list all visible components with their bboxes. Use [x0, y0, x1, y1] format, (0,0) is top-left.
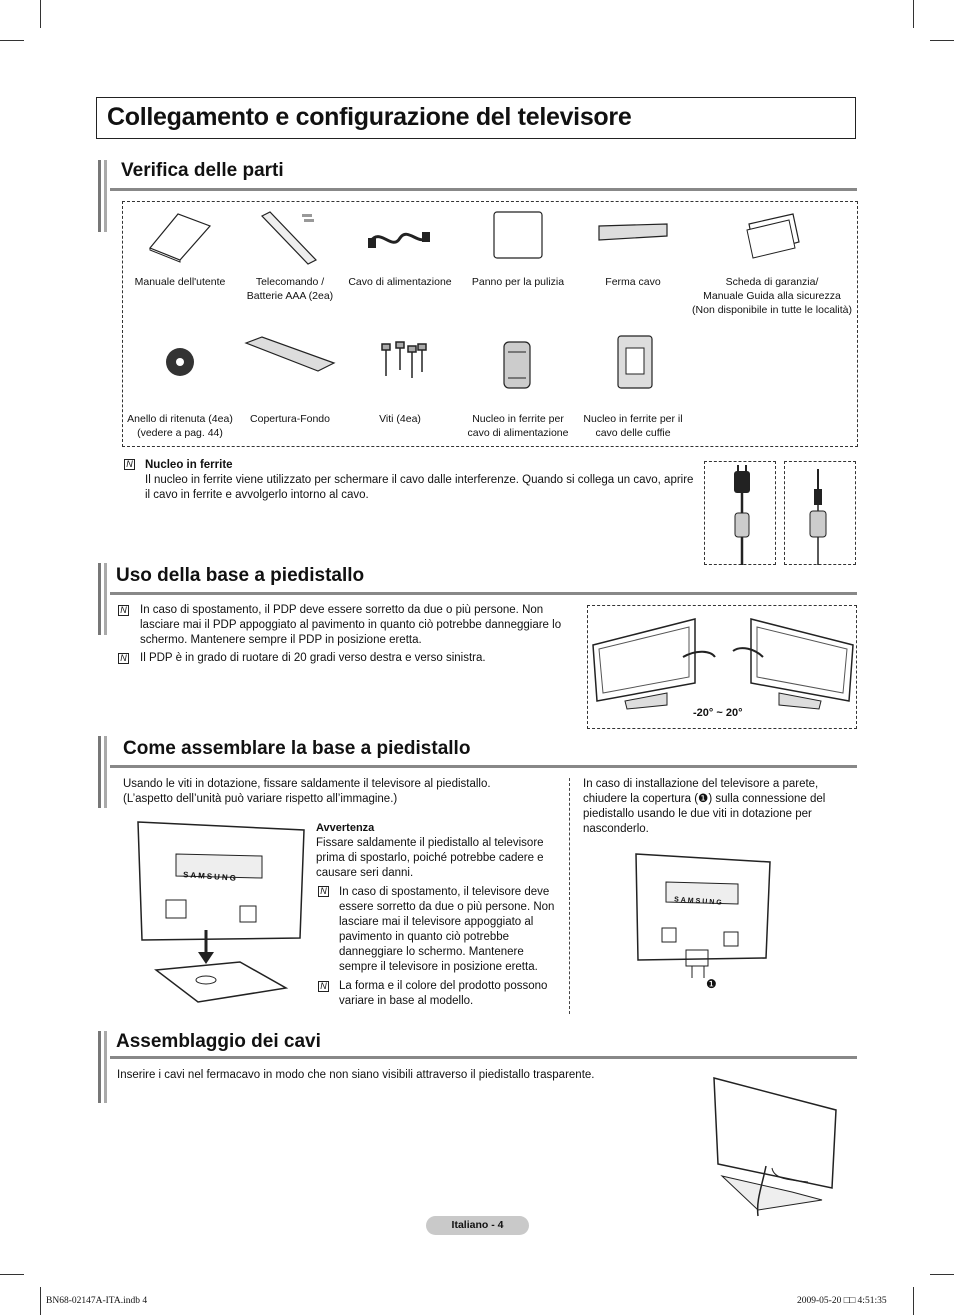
section-bar	[98, 563, 101, 635]
crop-mark	[0, 1274, 24, 1275]
section-title-parts: Verifica delle parti	[121, 160, 284, 181]
assemble-note-1: In caso di spostamento, il televisore deve essere sorretto da due o più persone. Non lasciare mai il televisore appoggiato al pavimento in quanto ciò potrebbe danneggiare lo schermo. Mantenere sempre il televisore in posizione eretta.	[339, 886, 555, 973]
part-label: Manuale dell'utente	[134, 276, 226, 288]
column-divider	[569, 778, 570, 1014]
stand-note-1: In caso di spostamento, il PDP deve essere sorretto da due o più persone. Non lasciare mai il PDP appoggiato al pavimento in quanto ciò potrebbe danneggiare lo schermo. Mantenere sempre il PDP in posizione eretta.	[140, 604, 562, 646]
cable-holder-icon	[597, 222, 669, 244]
ferrite-note-text: Il nucleo in ferrite viene utilizzato per schermare il cavo dalle interferenze. Quando si collega un cavo, aprire il cavo in ferrite e avvolgerlo intorno al cavo.	[145, 474, 694, 501]
part-label: Anello di ritenuta (4ea) (vedere a pag. 44)	[127, 413, 233, 439]
crop-mark	[913, 1287, 914, 1315]
bottom-cover-icon	[244, 335, 336, 373]
section-bar	[104, 563, 107, 635]
section-title-stand-use: Uso della base a piedistallo	[116, 565, 365, 586]
tv-back-stand-illustration	[136, 820, 306, 1010]
stand-note-2: Il PDP è in grado di ruotare di 20 gradi verso destra e verso sinistra.	[140, 652, 486, 664]
warning-text: Fissare saldamente il piedistallo al televisore prima di spostarlo, poiché potrebbe cadere e causare seri danni.	[316, 837, 544, 879]
brand-logo: SAMSUNG	[182, 870, 239, 883]
footer-file: BN68-02147A-ITA.indb 4	[46, 1296, 148, 1306]
part-label: Copertura-Fondo	[250, 413, 330, 425]
part-label: Nucleo in ferrite per cavo di alimentazione	[467, 413, 569, 439]
crop-mark	[40, 1287, 41, 1315]
section-rule	[110, 592, 857, 595]
part-label: Ferma cavo	[605, 276, 661, 288]
part-label: Panno per la pulizia	[471, 276, 565, 288]
cleaning-cloth-icon	[490, 210, 546, 260]
section-rule	[110, 188, 857, 191]
page-number-badge: Italiano - 4	[426, 1216, 529, 1235]
footer-date: 2009-05-20 □□ 4:51:35	[797, 1296, 887, 1306]
note-icon: N	[318, 981, 329, 992]
callout-number: ❶	[706, 977, 717, 991]
section-bar	[104, 160, 107, 232]
part-label: Telecomando / Batterie AAA (2ea)	[246, 276, 334, 302]
tv-back-cover-illustration	[634, 852, 774, 986]
note-icon: N	[118, 605, 129, 616]
retaining-ring-icon	[164, 346, 196, 378]
part-label: Nucleo in ferrite per il cavo delle cuffie	[583, 413, 683, 439]
crop-mark	[913, 0, 914, 28]
section-bar	[98, 736, 101, 808]
headphone-jack-icon	[784, 461, 856, 565]
note-icon: N	[118, 653, 129, 664]
part-label: Cavo di alimentazione	[348, 276, 452, 288]
section-bar	[104, 736, 107, 808]
rotation-label: -20° ~ 20°	[693, 707, 743, 719]
section-bar	[104, 1031, 107, 1103]
brand-logo: SAMSUNG	[673, 896, 724, 907]
crop-mark	[40, 0, 41, 28]
screws-icon	[376, 340, 428, 386]
section-bar	[98, 1031, 101, 1103]
section-title-assemble: Come assemblare la base a piedistallo	[123, 738, 471, 759]
assemble-note-2: La forma e il colore del prodotto possono variare in base al modello.	[339, 980, 548, 1007]
page-title: Collegamento e configurazione del televisore	[107, 103, 632, 131]
manual-icon	[148, 210, 212, 262]
section-title-cables: Assemblaggio dei cavi	[116, 1031, 321, 1052]
ferrite-core-headphone-icon	[614, 334, 656, 392]
assemble-intro: Usando le viti in dotazione, fissare saldamente il televisore al piedistallo. (L’aspetto dell’unità può variare rispetto all’immagine.)	[123, 778, 491, 805]
page-title-box	[96, 97, 856, 139]
section-rule	[110, 765, 857, 768]
tv-cable-stand-illustration	[712, 1076, 838, 1218]
ferrite-core-power-icon	[500, 336, 536, 394]
warning-title: Avvertenza	[316, 822, 375, 834]
wall-install-text: In caso di installazione del televisore a parete, chiudere la copertura (❶) sulla connessione del piedistallo usando le due viti in dotazione per nasconderlo.	[583, 778, 826, 835]
section-rule	[110, 1056, 857, 1059]
power-cable-icon	[366, 222, 432, 256]
crop-mark	[0, 40, 24, 41]
ferrite-note-title: Nucleo in ferrite	[145, 459, 233, 471]
crop-mark	[930, 40, 954, 41]
note-icon: N	[124, 459, 135, 470]
warranty-card-icon	[745, 212, 801, 258]
remote-control-icon	[258, 210, 322, 266]
section-bar	[98, 160, 101, 232]
power-plug-icon	[704, 461, 776, 565]
cables-text: Inserire i cavi nel fermacavo in modo che non siano visibili attraverso il piedistallo trasparente.	[117, 1069, 595, 1081]
part-label: Viti (4ea)	[379, 413, 421, 425]
part-label: Scheda di garanzia/ Manuale Guida alla sicurezza (Non disponibile in tutte le località)	[692, 276, 852, 316]
note-icon: N	[318, 886, 329, 897]
crop-mark	[930, 1274, 954, 1275]
